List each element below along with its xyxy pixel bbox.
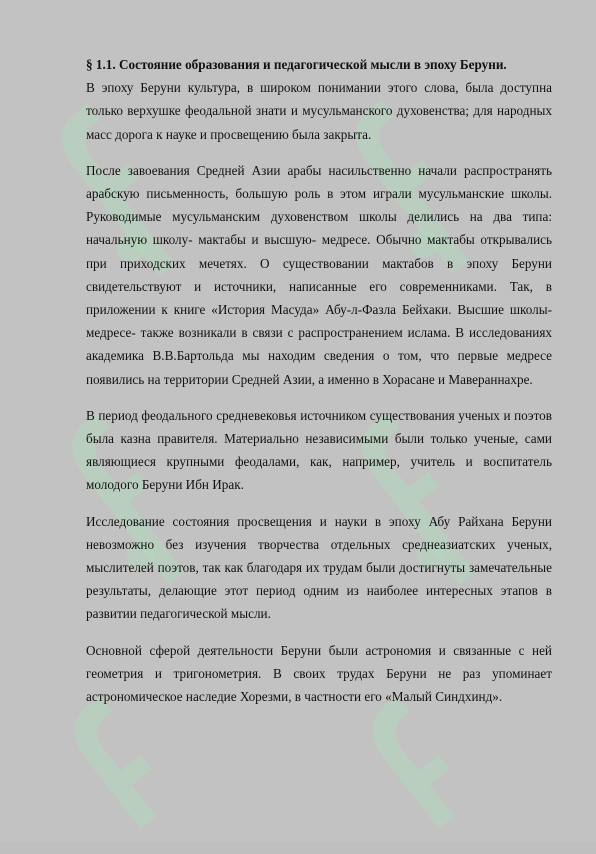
section-heading: § 1.1. Состояние образования и педагогической мысли в эпоху Беруни.: [86, 57, 507, 72]
paragraph: После завоевания Средней Азии арабы насильственно начали распространять арабскую письменность, большую роль в этом играли мусульманские школы. Руководимые мусульманским духовенством школы делились на два типа: начальную школу- мактабы и высшую- медресе. Обычно мактабы открывались при приходских мечетях. О существовании мактабов в эпоху Беруни свидетельствуют и источники, написанные его современниками. Так, в приложении к книге «История Масуда» Абу-л-Фазла Бейхаки. Высшие школы- медресе- также возникали в связи с распространением ислама. В исследованиях академика В.В.Бартольда мы находим сведения о том, что первые медресе появились на территории Средней Азии, а именно в Хорасане и Мавераннахре.: [86, 162, 552, 387]
paragraph: В эпоху Беруни культура, в широком понимании этого слова, была доступна только верхушке феодальной знати и мусульманского духовенства; для народных масс дорога к науке и просвещению была закрыта.: [86, 80, 552, 142]
paragraph: В период феодального средневековья источником существования ученых и поэтов была казна правителя. Материально независимыми были только ученые, сами являющиеся крупными феодалами, как, например, учитель и воспитатель молодого Беруни Ибн Ирак.: [86, 407, 552, 493]
document-body: [86, 53, 552, 721]
paragraph: Исследование состояния просвещения и науки в эпоху Абу Райхана Беруни невозможно без изучения творчества отдельных среднеазиатских ученых, мыслителей поэтов, так как благодаря их трудам были достигнуты замечательные результаты, делающие этот период одним из наиболее интересных этапов в развитии педагогической мысли.: [86, 513, 552, 622]
paragraph: Основной сферой деятельности Беруни были астрономия и связанные с ней геометрия и тригонометрия. В своих трудах Беруни не раз упоминает астрономическое наследие Хорезми, в частности его «Малый Синдхинд».: [86, 642, 552, 705]
